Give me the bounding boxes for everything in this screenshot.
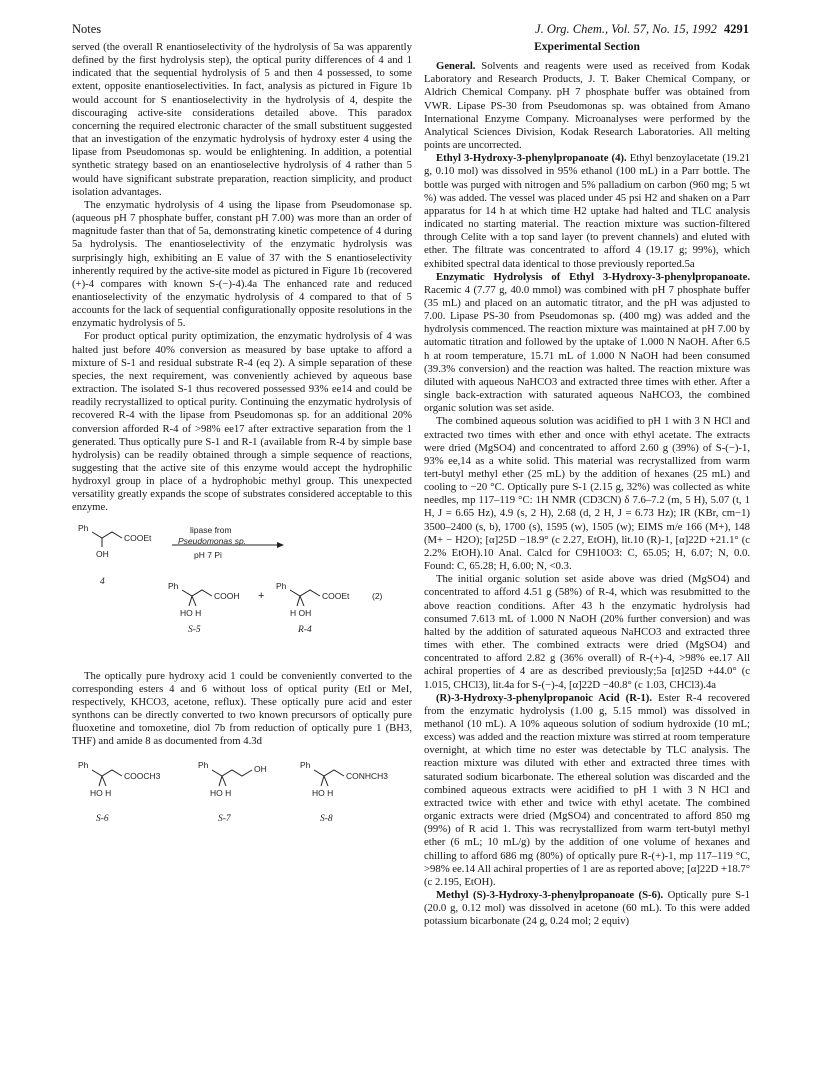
phenyl-label: Ph	[78, 759, 89, 770]
page-number: 4291	[724, 22, 749, 36]
phenyl-label: Ph	[168, 580, 179, 591]
entry-title: (R)-3-Hydroxy-3-phenylpropanoic Acid (R-1).	[436, 691, 653, 704]
synthon-bonds	[72, 755, 412, 835]
entry-text: Ester R-4 recovered from the enzymatic hydrolysis (1.00 g, 5.15 mmol) was dissolved in methanol (10 mL). A 10% aqueous solution of sodium hydroxide (10 mL; excess) was added and the reaction mixture was stirred at room temperature overnight, at which time no ester was detectable by TLC analysis. The reaction mixture was diluted with ether and extracted three times with saturated sodium bicarbonate. The ethereal solution was discarded and the combined aqueous extracts were acidified to pH 1 with 3 N HCl and extracted twice with ether and twice with ethyl acetate. The combined organic extracts were dried (MgSO4) and concentrated to afford 850 mg (99%) of R acid 1. This was recrystallized from warm tert-butyl methyl ether (6 mL; 10 mL/g) by the addition of one volume of hexanes and chilling to afford 686 mg (80%) of optically pure R-(+)-1, mp 117–119 °C, >98% ee.14 All achiral properties of 1 are as reported above; [α]22D +18.7° (c 2.195, EtOH).	[424, 691, 751, 888]
stereo-label: HO H	[210, 787, 232, 798]
entry-text: Optically pure S-1 (20.0 g, 0.12 mol) was dissolved in acetone (60 mL). To this were added potassium bicarbonate (24 g, 0.24 mol; 2 equiv)	[424, 889, 751, 928]
equation-number: (2)	[372, 590, 383, 601]
section-title: Experimental Section	[534, 41, 640, 53]
entry-text: Solvents and reagents were used as received from Kodak Laboratory and Research Products, J. T. Baker Chemical Company, or Aldrich Chemical Company. pH 7 phosphate buffer was obtained from VWR. Lipase PS-30 from Pseudomonas sp. was obtained from Amano International Enzyme Company. Microanalyses were performed by the Analytical Sciences Division, Kodak Research Laboratories. All melting points are uncorrected.	[424, 60, 751, 152]
entry-title: General.	[436, 60, 476, 73]
phenyl-label: Ph	[78, 522, 89, 533]
ester-group-label: COOEt	[124, 532, 152, 543]
compound-label: S-5	[188, 624, 201, 635]
experimental-entry	[424, 60, 750, 152]
phenyl-label: Ph	[276, 580, 287, 591]
experimental-entry	[424, 152, 750, 270]
entry-text: Ethyl benzoylacetate (19.21 g, 0.10 mol) was dissolved in 95% ethanol (100 mL) in a Parr bottle. The bottle was purged with nitrogen and 5% palladium on carbon (960 mg; 5 wt %) was added. The vessel was placed under 45 psi H2 and shaken on a Parr apparatus for 14 h at which time H2 uptake had halted and TLC analysis indicated no starting material. The reaction mixture was suction-filtered through Celite with a top sand layer (to prevent channels) and eluted with ether. The filtrate was concentrated to afford 4 (19.17 g; 99%), which exhibited spectral data identical to those previously reported.5a	[424, 152, 751, 270]
right-column	[424, 41, 750, 928]
reaction-scheme-eq2	[72, 520, 412, 670]
entry-text: The initial organic solution set aside above was dried (MgSO4) and concentrated to afford 4.51 g (58%) of R-4, which was resubmitted to the above reaction conditions. After 43 h the enzymatic hydrolysis had consumed 7.613 mL of 1.000 N NaOH (20% further conversion) and was halted by the addition of saturated aqueous NaHCO3 and extracted three times with ether. The combined extracts were dried (MgSO4) and concentrated to afford 2.82 g (36% overall) of R-(+)-4, >98% ee.17 All achiral properties of 4 are as described previously;5a [α]25D +44.0° (c 1.015, CHCl3), lit.4a for S-(−)-4, [α]22D −40.8° (c 1.03, CHCl3).4a	[424, 573, 750, 691]
experimental-entry	[424, 415, 750, 573]
experimental-entry	[424, 889, 750, 928]
compound-label: 4	[100, 576, 105, 587]
reagent-enzyme-source: Pseudomonas sp.	[178, 535, 247, 546]
journal-citation: J. Org. Chem., Vol. 57, No. 15, 1992	[535, 22, 717, 36]
experimental-entry	[424, 573, 750, 691]
running-header	[535, 22, 749, 37]
stereo-label: HO H	[312, 787, 334, 798]
entry-text: The combined aqueous solution was acidified to pH 1 with 3 N HCl and extracted two times with ether and once with ethyl acetate. The extracts were dried (MgSO4) and concentrated to afford 2.60 g (39%) of S-(−)-1, 93% ee,14 as a white solid. This material was recrystallized from warm tert-butyl methyl ether (25 mL) by the addition of hexanes (25 mL) and cooling to −20 °C. Optically pure S-1 (2.15 g, 32%) was collected as white needles, mp 117–119 °C: 1H NMR (CD3CN) δ 7.6–7.2 (m, 5 H), 5.07 (t, 1 H, J = 6.65 Hz), 4.9 (s, 2 H), 2.68 (d, 2 H, J = 6.73 Hz); IR (KBr, cm−1) 3500–2400 (s, b), 1700 (s), 1595 (w), 1505 (w); EIMS m/e 166 (M+), 148 (M+ − H2O); [α]25D −18.9° (c 2.27, EtOH), lit.10 (R)-1, [α]22D +21.1° (c 2.2% EtOH).10 Anal. Calcd for C9H10O3: C, 65.05; H, 6.07; N, 0.0. Found: C, 65.28; H, 6.00; N, <0.3.	[424, 415, 750, 573]
reagent-label: lipase from	[190, 524, 232, 535]
ester-group-label: COOEt	[322, 590, 350, 601]
paragraph: The enzymatic hydrolysis of 4 using the lipase from Pseudomonase sp. (aqueous pH 7 phosphate buffer, constant pH 7.00) was more than an order of magnitude faster than that of 5a, demonstrating kinetic competence of 4 during 5a hydrolysis. The enantioselectivity of the enzymatic hydrolysis was surprisingly high, exhibiting an E value of 37 with the S enantioselectivity inherently required by the active-site model as pictured in Figure 1b (recovered (+)-4 compares with known S-(−)-4).4a The enhanced rate and reduced enantioselectivity of the enzymatic hydrolysis of 4 compared to that of 5 accounts for the lack of sequential configurationally opposite resolutions in the enzymatic hydrolysis of 5.	[72, 198, 412, 330]
experimental-entry	[424, 271, 750, 416]
phenyl-label: Ph	[300, 759, 311, 770]
compound-label: S-6	[96, 813, 109, 824]
left-column	[72, 41, 412, 835]
plus-sign: +	[258, 589, 265, 602]
acid-group-label: COOH	[214, 590, 240, 601]
entry-title: Methyl (S)-3-Hydroxy-3-phenylpropanoate (S-6).	[436, 889, 664, 901]
paragraph: served (the overall R enantioselectivity of the hydrolysis of 5a was apparently defined by the first hydrolysis step), the optical purity differences of 4 and 1 indicated that the sequential hydrolysis of 5 and then 4 possessed, to some extent, opposite enantioselectivities. In fact, analysis as pictured in Figure 1b would account for S enantioselectivity in the hydrolysis of 4, despite the discouraging active-site considerations detailed above. This paradox concerning the required electronic character of the small substituent suggested that an investigation of the enzymatic hydrolysis of hydroxy ester 4 using the lipase from Pseudomonas sp. would be enlightening. In addition, a potential synthetic strategy based on an enantioselective hydrolysis of 4 rather than 5 would have significant substrate preparation, reaction simplicity, and product isolation advantages.	[72, 41, 412, 198]
reagent-conditions: pH 7 Pi	[194, 549, 222, 560]
hydroxyl-label: OH	[254, 763, 267, 774]
entry-title: Enzymatic Hydrolysis of Ethyl 3-Hydroxy-3-phenylpropanoate.	[436, 270, 750, 283]
synthon-structures	[72, 755, 412, 835]
compound-label: S-7	[218, 813, 231, 824]
hydroxyl-label: OH	[96, 548, 109, 559]
compound-label: S-8	[320, 813, 333, 824]
ester-group-label: COOCH3	[124, 770, 161, 781]
stereo-label: HO H	[180, 607, 202, 618]
compound-label: R-4	[298, 624, 312, 635]
entry-text: Racemic 4 (7.77 g, 40.0 mmol) was combined with pH 7 phosphate buffer (35 mL) and placed on an automatic titrator, and the pH was adjusted to 7.00. Lipase PS-30 from Pseudomonas sp. (400 mg) was added and the hydrolysis commenced. The reaction mixture was maintained at pH 7.00 by automatic titration and followed by the uptake of 1.000 N NaOH. After 6.5 h at room temperature, 15.71 mL of 1.000 N NaOH had been consumed (39.3% conversion) and the reaction was halted. The reaction mixture was diluted with aqueous NaHCO3 and extracted three times with ether. After a single back-extraction with saturated aqueous NaHCO3, the combined organic solution was set aside.	[424, 283, 750, 415]
paragraph: The optically pure hydroxy acid 1 could be conveniently converted to the corresponding esters 4 and 6 without loss of optical purity (EtI or MeI, respectively, KHCO3, acetone, reflux). These optically pure acid and ester synthons can be directly converted to two known precursors of optically pure fluoxetine and tomoxetine, diol 7b from reduction of optically pure 1 (BH3, THF) and amide 8 as documented from 4.3d	[72, 669, 412, 748]
phenyl-label: Ph	[198, 759, 209, 770]
stereo-label: H OH	[290, 607, 312, 618]
experimental-entry	[424, 692, 750, 889]
section-header: Notes	[72, 22, 102, 36]
amide-group-label: CONHCH3	[346, 770, 389, 781]
entry-title: Ethyl 3-Hydroxy-3-phenylpropanoate (4).	[436, 152, 627, 165]
stereo-label: HO H	[90, 787, 112, 798]
paragraph: For product optical purity optimization, the enzymatic hydrolysis of 4 was halted just before 40% conversion as measured by base uptake to afford a mixture of S-1 and residual substrate R-4 (eq 2). A simple separation of these species, the next requirement, was conveniently achieved by aqueous base extraction. The isolated S-1 thus recovered possessed 93% ee14 and could be readily recrystallized to optical purity. Continuing the enzymatic hydrolysis of recovered R-4 with the lipase from Pseudomonas sp. for an additional 20% conversion afforded R-4 of >98% ee17 after extractive separation from the 1 generated. Thus optically pure S-1 and R-1 (available from R-4 by simple base hydrolysis) can be readily obtained through a simple sequence of reactions, suggesting that the active site of this enzyme would accept the hydrophilic hydroxyl group in place of a hydrophobic methyl group. This unexpected versatility greatly expands the scope of substrates considered acceptable to this enzyme.	[72, 330, 412, 514]
